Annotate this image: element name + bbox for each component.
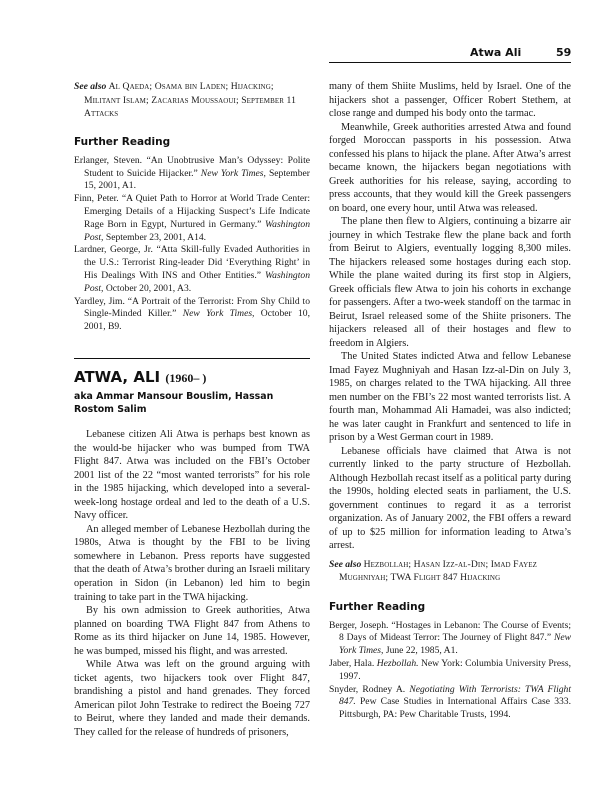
page-number: 59 [556, 46, 572, 59]
header-rule [329, 62, 571, 63]
see-also-items: Hezbollah; Hasan Izz-al-Din; Imad Fayez Mughniyah; TWA Flight 847 Hijacking [339, 558, 537, 584]
reference-list [74, 155, 310, 334]
running-head: Atwa Ali [470, 46, 522, 59]
body-paragraph: Lebanese officials have claimed that Atwa is not currently linked to the party structure of Hezbollah. Although Hezbollah recast itself as a political party during the 1990s, holding elected seats in parliament, the U.S. government continues to regard it as a terrorist organization. As of January 2002, the FBI offers a reward of up to $25 million for information leading to Atwa’s arrest. [329, 445, 571, 551]
body-paragraph: While Atwa was left on the ground arguing with ticket agents, two hijackers took over Flight 847, brandishing a pistol and hand grenades. They forced American pilot John Testrake to redirect the Boeing 727 to Beirut, where they landed and made their demands. They called for the release of hundreds of prisoners, [74, 659, 310, 739]
reference-item: Lardner, George, Jr. “Atta Skill-fully Evaded Authorities in the U.S.: Terrorist Ring-leader Did ‘Everything Right’ in His Dealings With INS and Other Entities.” Washington Post, October 20, 2001, A3. [74, 244, 310, 294]
reference-item: Snyder, Rodney A. Negotiating With Terrorists: TWA Flight 847. Pew Case Studies in International Affairs Case 333. Pittsburgh, PA: Pew Charitable Trusts, 1994. [329, 683, 572, 721]
see-also-lead: See also [74, 81, 107, 92]
entry-title [74, 368, 206, 386]
entry-dates: (1960– ) [165, 371, 207, 385]
body-paragraph: Lebanese citizen Ali Atwa is perhaps best known as the would-be hijacker who was bumped from TWA Flight 847. Atwa was included on the FBI’s October 2001 list of the 22 “most wanted terrorists” for his role in the 1985 hijacking, which developed into a several-week-long hostage ordeal and led to the death of a U.S. Navy officer. [74, 429, 310, 522]
entry-aka: aka Ammar Mansour Bouslim, Hassan Rostom Salim [74, 391, 274, 415]
right-column [329, 80, 571, 722]
body-paragraph: many of them Shiite Muslims, held by Israel. One of the hijackers shot a passenger, Officer Robert Stethem, at close range and dumped his body onto the tarmac. [329, 81, 571, 119]
further-reading-heading: Further Reading [329, 600, 426, 613]
reference-item: Finn, Peter. “A Quiet Path to Horror at World Trade Center: Emerging Details of a Hijacking Suspect’s Life Indicate Rage Born in Egypt, Nurtured in Germany.” Washington Post, September 23, 2001, A14. [74, 193, 310, 243]
see-also-items: Al Qaeda; Osama bin Laden; Hijacking; Militant Islam; Zacarias Moussaoui; September 11 Attacks [84, 81, 296, 120]
further-reading-heading: Further Reading [74, 135, 171, 148]
body-paragraph: By his own admission to Greek authorities, Atwa planned on boarding TWA Flight 847 from Athens to Rome as its third hijacker on June 14, 1985. However, he was bumped, missed his flight, and was arrested. [74, 605, 310, 657]
reference-item: Erlanger, Steven. “An Unobtrusive Man’s Odyssey: Polite Student to Suicide Hijacker.” New York Times, September 15, 2001, A1. [74, 154, 310, 192]
body-paragraph: Meanwhile, Greek authorities arrested Atwa and found forged Moroccan passports in his possession. Atwa confessed his plans to hijack the plane. After Atwa’s arrest became known, the hijackers began negotiations with Greek authorities for his release, saying, according to press accounts, that they would kill the Greek passengers on board, one every hour, until Atwa was released. [329, 121, 571, 214]
see-also-lead: See also [329, 558, 362, 570]
see-also-block [329, 558, 571, 585]
body-paragraph: The plane then flew to Algiers, continuing a bizarre air journey in which Testrake flew the plane back and forth from Beirut to Algiers, eventually logging 8,300 miles. The hijackers released some hostages during each stop. While the plane waited during its first stop in Algiers, Greek officials flew Atwa to join his cohorts in exchange for passengers. After a two-week standoff on the tarmac in Beirut, Israel released some of the Shiite prisoners. The hijackers released all of their hostages and flew to freedom in Algiers. [329, 216, 571, 349]
left-column-top [74, 80, 310, 334]
reference-item: Jaber, Hala. Hezbollah. New York: Columbia University Press, 1997. [329, 658, 572, 682]
see-also-block [74, 80, 310, 121]
entry-name: ATWA, ALI [74, 368, 161, 386]
body-paragraph: An alleged member of Lebanese Hezbollah during the 1980s, Atwa is thought by the FBI to be living somewhere in Lebanon. Press reports have suggested that the death of Atwa’s brother during an Israeli military operation in Sidon (in Lebanon) led him to begin training to take part in the TWA hijacking. [74, 523, 310, 603]
entry-rule [74, 358, 310, 359]
reference-list [329, 620, 571, 722]
reference-item: Yardley, Jim. “A Portrait of the Terrorist: From Shy Child to Single-Minded Killer.” New York Times, October 10, 2001, B9. [74, 295, 311, 333]
left-column-body [74, 428, 310, 740]
reference-item: Berger, Joseph. “Hostages in Lebanon: The Course of Events; 8 Days of Mideast Terror: The Journey of Flight 847.” New York Times, June 22, 1985, A1. [329, 619, 571, 657]
body-paragraph: The United States indicted Atwa and fellow Lebanese Imad Fayez Mughniyah and Hasan Izz-al-Din on July 3, 1985, on charges related to the TWA hijacking. All three men number on the FBI’s 22 most wanted terrorists list. A fourth man, Mohammad Ali Hamadei, was also indicted; he was later caught in Frankfurt and sentenced to life in prison by a West German court in 1989. [329, 351, 571, 443]
